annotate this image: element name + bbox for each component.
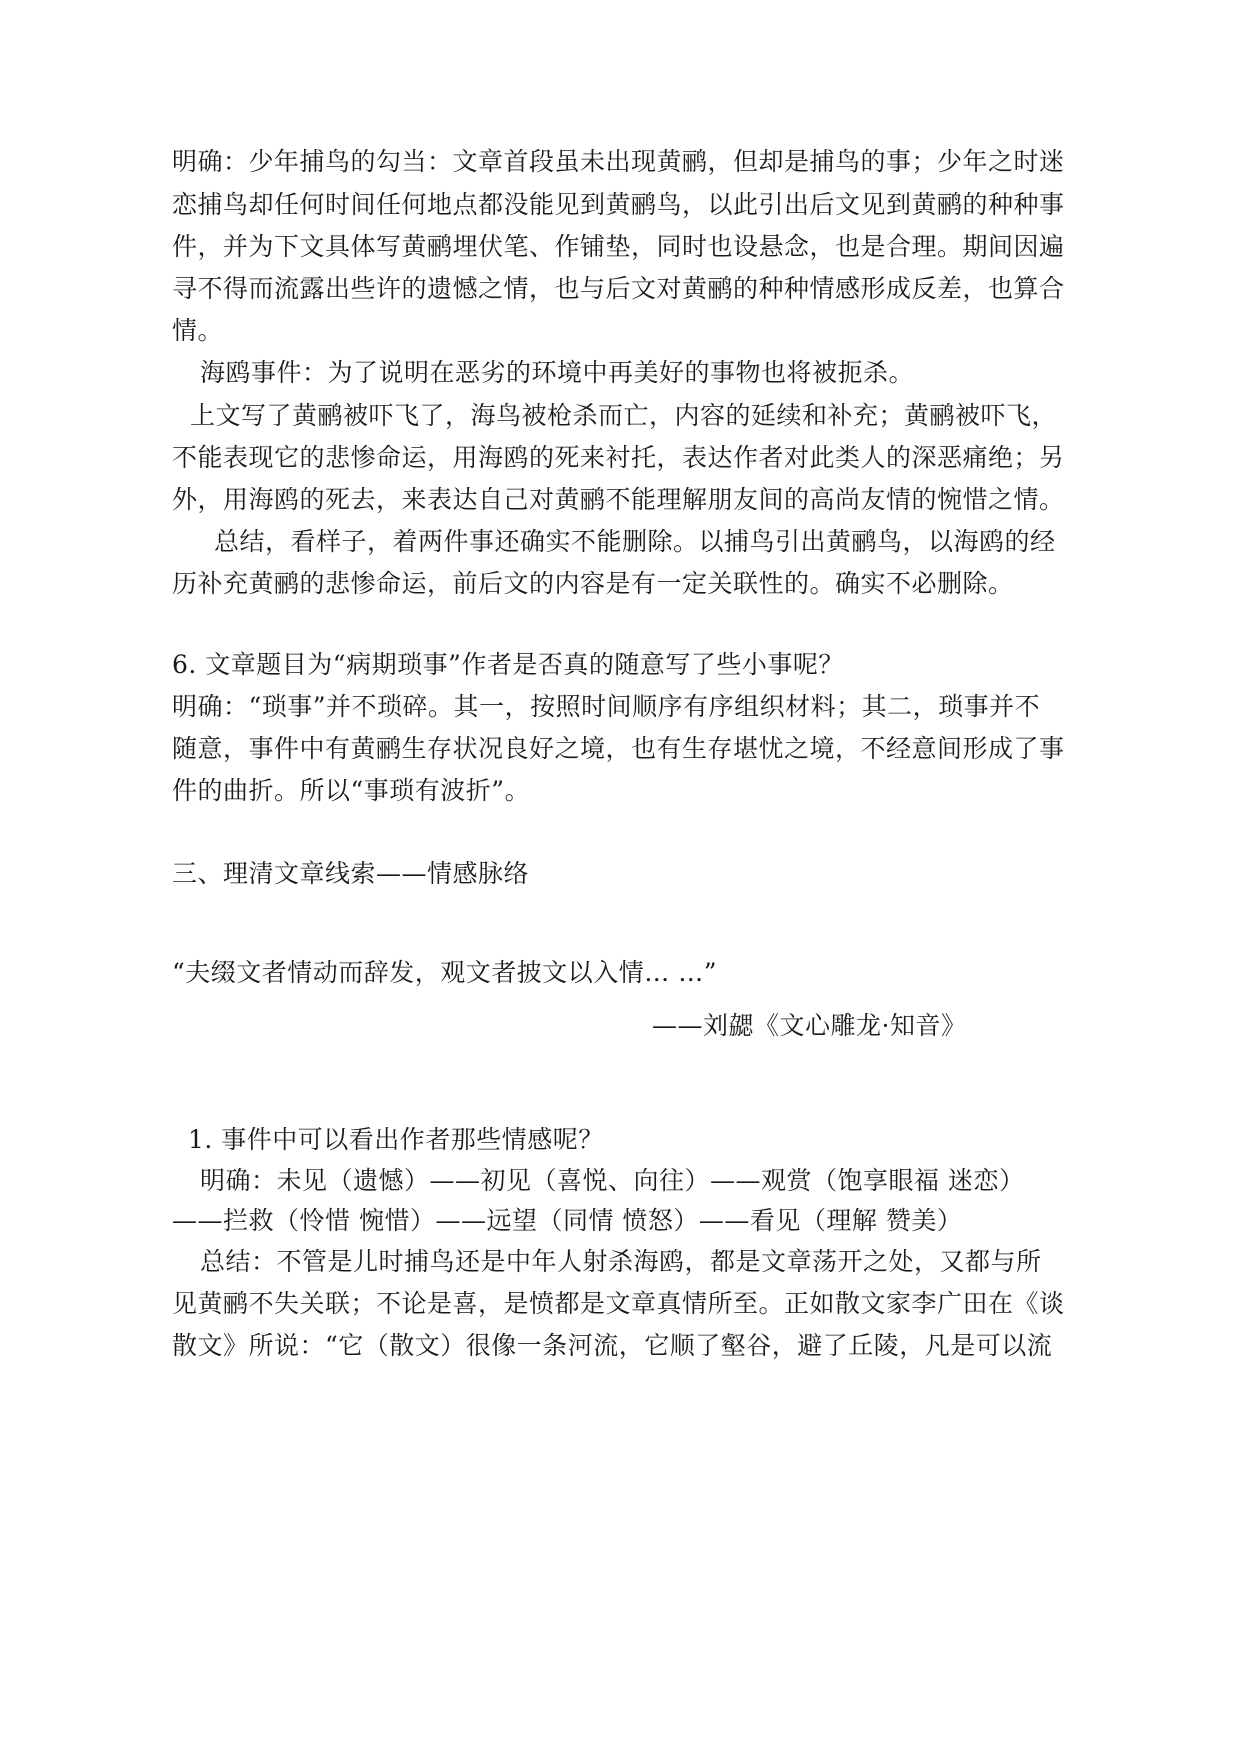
section-heading: 三、理清文章线索——情感脉络: [172, 859, 530, 888]
text-line: 散文》所说：“它（散文）很像一条河流，它顺了壑谷，避了丘陵，凡是可以流: [172, 1331, 1053, 1360]
text-line: 历补充黄鹂的悲惨命运，前后文的内容是有一定关联性的。确实不必删除。: [172, 569, 1014, 598]
text-line: 总结，看样子，着两件事还确实不能删除。以捕鸟引出黄鹂鸟，以海鸥的经: [214, 527, 1056, 556]
question-heading: 6. 文章题目为“病期琐事”作者是否真的随意写了些小事呢？: [172, 650, 844, 679]
text-line: 外，用海鸥的死去，来表达自己对黄鹂不能理解朋友间的高尚友情的惋惜之情。: [172, 485, 1065, 514]
text-line: 明确：未见（遗憾）——初见（喜悦、向往）——观赏（饱享眼福 迷恋）: [200, 1166, 1025, 1195]
text-line: 明确：少年捕鸟的勾当：文章首段虽未出现黄鹂，但却是捕鸟的事；少年之时迷: [172, 147, 1065, 176]
text-line: 情。: [172, 316, 224, 345]
text-line: 上文写了黄鹂被吓飞了，海鸟被枪杀而亡，内容的延续和补充；黄鹂被吓飞，: [190, 401, 1058, 430]
text-line: 随意，事件中有黄鹂生存状况良好之境，也有生存堪忧之境，不经意间形成了事: [172, 734, 1065, 763]
text-line: 寻不得而流露出些许的遗憾之情，也与后文对黄鹂的种种情感形成反差，也算合: [172, 274, 1065, 303]
text-line: ——拦救（怜惜 惋惜）——远望（同情 愤怒）——看见（理解 赞美）: [172, 1206, 963, 1235]
quote-line: “夫缀文者情动而辞发，观文者披文以入情… …”: [172, 958, 718, 987]
text-line: 不能表现它的悲惨命运，用海鸥的死来衬托，表达作者对此类人的深恶痛绝；另: [172, 443, 1065, 472]
text-line: 总结：不管是儿时捕鸟还是中年人射杀海鸥，都是文章荡开之处，又都与所: [200, 1247, 1042, 1276]
text-line: 件，并为下文具体写黄鹂埋伏笔、作铺垫，同时也设悬念，也是合理。期间因遍: [172, 232, 1065, 261]
text-line: 海鸥事件：为了说明在恶劣的环境中再美好的事物也将被扼杀。: [200, 358, 915, 387]
text-line: 恋捕鸟却任何时间任何地点都没能见到黄鹂鸟，以此引出后文见到黄鹂的种种事: [172, 190, 1065, 219]
text-line: 明确：“琐事”并不琐碎。其一，按照时间顺序有序组织材料；其二，琐事并不: [172, 692, 1041, 721]
text-line: 见黄鹂不失关联；不论是喜，是愤都是文章真情所至。正如散文家李广田在《谈: [172, 1289, 1065, 1318]
question-heading: 1. 事件中可以看出作者那些情感呢？: [188, 1125, 604, 1154]
quote-attribution: ——刘勰《文心雕龙·知音》: [652, 1011, 967, 1040]
text-line: 件的曲折。所以“事琐有波折”。: [172, 776, 531, 805]
